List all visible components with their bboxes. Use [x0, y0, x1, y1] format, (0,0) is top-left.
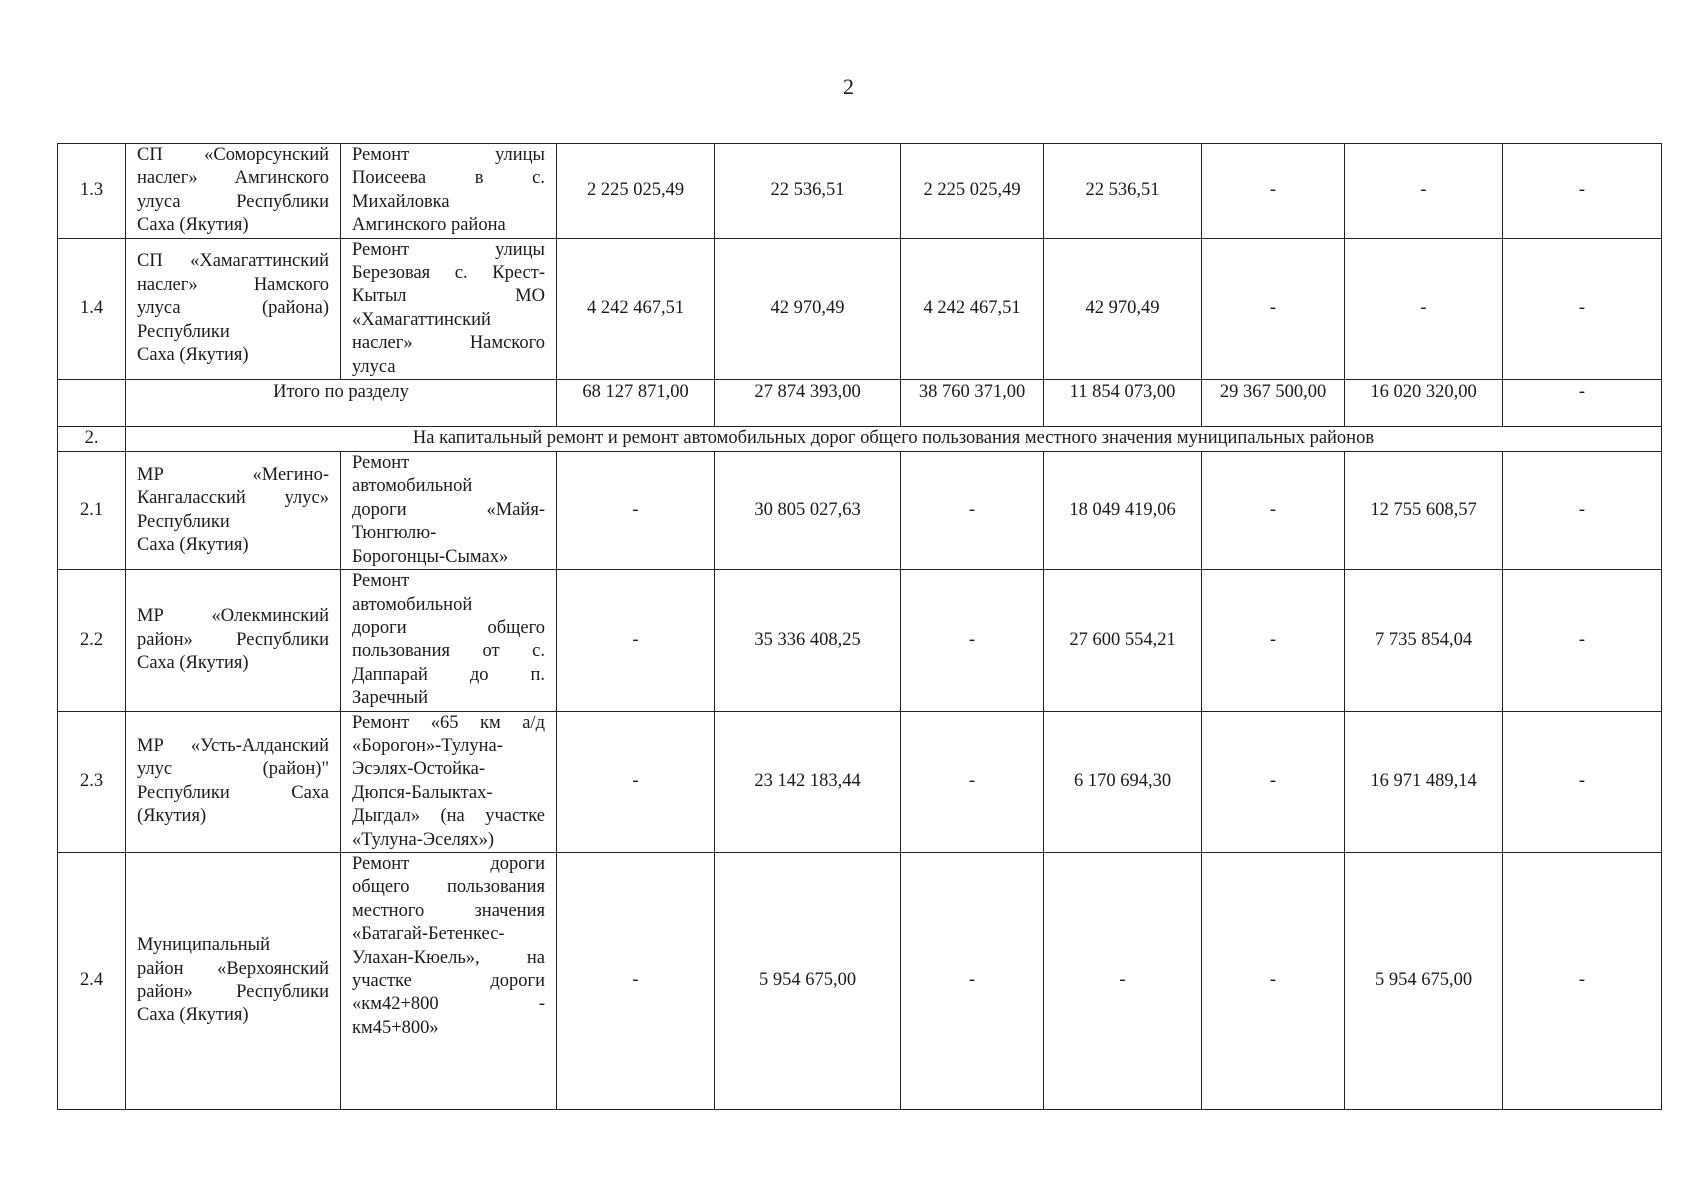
object-cell-line: Улахан-Кюель», на — [352, 947, 545, 968]
object-cell-line: Ремонт улицы — [352, 145, 545, 165]
object-cell — [341, 238, 557, 379]
object-cell — [341, 852, 557, 1109]
value-cell-v5: - — [1202, 711, 1345, 852]
value-cell-v6: 7 735 854,04 — [1345, 570, 1503, 711]
recipient-cell-line: район «Верхоянский — [137, 958, 329, 979]
recipient-cell-line: Муниципальный — [137, 935, 271, 956]
object-cell-line: пользования от с. — [352, 641, 545, 662]
value-cell-v2: 42 970,49 — [715, 238, 901, 379]
table-row — [58, 144, 1662, 239]
value-cell-v7: - — [1503, 238, 1662, 379]
value-cell-v3: 4 242 467,51 — [901, 238, 1044, 379]
object-cell-line: «Тулуна-Эселях») — [352, 829, 495, 850]
object-cell-line: Ремонт улицы — [352, 239, 545, 260]
recipient-cell-line: Кангаласский улус» — [137, 488, 329, 509]
total-row — [58, 380, 1662, 427]
recipient-cell-line: улуса (района) — [137, 298, 329, 319]
total-value-v1: 68 127 871,00 — [557, 380, 715, 427]
value-cell-v4: 27 600 554,21 — [1044, 570, 1202, 711]
total-value-v5: 29 367 500,00 — [1202, 380, 1345, 427]
object-cell-line: «Хамагаттинский — [352, 309, 491, 330]
value-cell-v3: 2 225 025,49 — [901, 144, 1044, 239]
object-cell-line: Даппарай до п. — [352, 664, 545, 685]
total-value-v4: 11 854 073,00 — [1044, 380, 1202, 427]
page-number: 2 — [843, 74, 854, 99]
value-cell-v3: - — [901, 570, 1044, 711]
object-cell-line: Амгинского района — [352, 215, 506, 236]
value-cell-v3: - — [901, 452, 1044, 570]
table-row — [58, 711, 1662, 852]
recipient-cell-line: наслег» Намского — [137, 274, 329, 295]
object-cell-line: км45+800» — [352, 1017, 439, 1038]
object-cell-line: Михайловка — [352, 191, 450, 212]
recipient-cell — [126, 852, 341, 1109]
value-cell-v2: 5 954 675,00 — [715, 852, 901, 1109]
section-title: На капитальный ремонт и ремонт автомобильных дорог общего пользования местного значения муниципальных районов — [126, 427, 1662, 452]
object-cell — [341, 570, 557, 711]
value-cell-v2: 30 805 027,63 — [715, 452, 901, 570]
row-number: 2.2 — [58, 570, 126, 711]
object-cell — [341, 711, 557, 852]
recipient-cell-line: Саха (Якутия) — [137, 215, 249, 236]
recipient-cell-line: МР «Усть-Алданский — [137, 735, 329, 756]
object-cell-line: Поисеева в с. — [352, 168, 545, 189]
object-cell-line: Дюпся-Балыктах- — [352, 782, 493, 803]
object-cell-line: общего пользования — [352, 877, 545, 898]
value-cell-v4: 42 970,49 — [1044, 238, 1202, 379]
table-row — [58, 238, 1662, 379]
object-cell-line: дороги «Майя- — [352, 499, 545, 520]
row-number: 2.4 — [58, 852, 126, 1109]
recipient-cell-line: (Якутия) — [137, 806, 207, 827]
table-body — [58, 144, 1662, 1110]
value-cell-v4: - — [1044, 852, 1202, 1109]
object-cell-line: Тюнгюлю- — [352, 523, 437, 544]
object-cell-line: Ремонт дороги — [352, 853, 545, 874]
section-header-row — [58, 427, 1662, 452]
value-cell-v4: 18 049 419,06 — [1044, 452, 1202, 570]
value-cell-v4: 22 536,51 — [1044, 144, 1202, 239]
value-cell-v6: 5 954 675,00 — [1345, 852, 1503, 1109]
value-cell-v1: 4 242 467,51 — [557, 238, 715, 379]
object-cell-line: Ремонт — [352, 453, 410, 474]
recipient-cell-line: район» Республики — [137, 629, 329, 650]
funding-table — [57, 143, 1662, 1110]
object-cell-line: Березовая с. Крест- — [352, 263, 545, 284]
recipient-cell — [126, 570, 341, 711]
value-cell-v7: - — [1503, 570, 1662, 711]
object-cell-line: Дыгдал» (на участке — [352, 806, 545, 827]
table-row — [58, 852, 1662, 1109]
object-cell-line: «Борогон»-Тулуна- — [352, 735, 503, 756]
value-cell-v1: - — [557, 452, 715, 570]
total-value-v7: - — [1503, 380, 1662, 427]
row-number: 1.3 — [58, 144, 126, 239]
recipient-cell-line: МР «Олекминский — [137, 606, 329, 627]
value-cell-v5: - — [1202, 570, 1345, 711]
value-cell-v5: - — [1202, 144, 1345, 239]
value-cell-v7: - — [1503, 452, 1662, 570]
value-cell-v5: - — [1202, 452, 1345, 570]
object-cell-line: Ремонт «65 км а/д — [352, 712, 545, 733]
row-number: 1.4 — [58, 238, 126, 379]
recipient-cell-line: Республики — [137, 321, 230, 342]
value-cell-v7: - — [1503, 852, 1662, 1109]
table-row — [58, 452, 1662, 570]
row-number: 2.3 — [58, 711, 126, 852]
object-cell-line: улуса — [352, 356, 396, 377]
object-cell-line: Ремонт — [352, 571, 410, 592]
total-value-v6: 16 020 320,00 — [1345, 380, 1503, 427]
object-cell-line: участке дороги — [352, 971, 545, 991]
value-cell-v6: 16 971 489,14 — [1345, 711, 1503, 852]
table-row — [58, 570, 1662, 711]
object-cell-line: «Батагай-Бетенкес- — [352, 924, 505, 945]
recipient-cell-line: МР «Мегино- — [137, 464, 329, 485]
recipient-cell — [126, 144, 341, 239]
recipient-cell-line: Саха (Якутия) — [137, 344, 249, 365]
value-cell-v1: - — [557, 711, 715, 852]
value-cell-v7: - — [1503, 711, 1662, 852]
recipient-cell-line: Республики Саха — [137, 782, 329, 803]
value-cell-v4: 6 170 694,30 — [1044, 711, 1202, 852]
value-cell-v3: - — [901, 852, 1044, 1109]
object-cell-line: автомобильной — [352, 594, 473, 615]
value-cell-v2: 22 536,51 — [715, 144, 901, 239]
recipient-cell — [126, 238, 341, 379]
value-cell-v1: - — [557, 570, 715, 711]
value-cell-v1: - — [557, 852, 715, 1109]
recipient-cell-line: Республики — [137, 511, 230, 532]
object-cell — [341, 144, 557, 239]
recipient-cell-line: Саха (Якутия) — [137, 653, 249, 674]
object-cell-line: местного значения — [352, 900, 545, 921]
total-value-v2: 27 874 393,00 — [715, 380, 901, 427]
object-cell — [341, 452, 557, 570]
object-cell-line: дороги общего — [352, 617, 545, 638]
value-cell-v5: - — [1202, 238, 1345, 379]
object-cell-line: автомобильной — [352, 476, 473, 497]
recipient-cell-line: СП «Хамагаттинский — [137, 251, 329, 272]
value-cell-v2: 35 336 408,25 — [715, 570, 901, 711]
object-cell-line: Борогонцы-Сымах» — [352, 546, 509, 567]
object-cell-line: «км42+800 - — [352, 994, 545, 1015]
total-value-v3: 38 760 371,00 — [901, 380, 1044, 427]
recipient-cell-line: Саха (Якутия) — [137, 534, 249, 555]
object-cell-line: Кытыл МО — [352, 286, 545, 307]
value-cell-v6: - — [1345, 238, 1503, 379]
recipient-cell-line: Саха (Якутия) — [137, 1005, 249, 1026]
total-empty-cell — [58, 380, 126, 427]
total-label: Итого по разделу — [126, 380, 557, 427]
row-number: 2.1 — [58, 452, 126, 570]
value-cell-v5: - — [1202, 852, 1345, 1109]
section-number: 2. — [58, 427, 126, 452]
recipient-cell — [126, 452, 341, 570]
object-cell-line: Заречный — [352, 688, 429, 709]
recipient-cell-line: улус (район)" — [137, 759, 329, 780]
value-cell-v6: - — [1345, 144, 1503, 239]
recipient-cell-line: улуса Республики — [137, 191, 329, 212]
value-cell-v7: - — [1503, 144, 1662, 239]
value-cell-v1: 2 225 025,49 — [557, 144, 715, 239]
recipient-cell — [126, 711, 341, 852]
value-cell-v3: - — [901, 711, 1044, 852]
recipient-cell-line: наслег» Амгинского — [137, 168, 329, 189]
object-cell-line: наслег» Намского — [352, 333, 545, 354]
value-cell-v2: 23 142 183,44 — [715, 711, 901, 852]
object-cell-line: Эсэлях-Остойка- — [352, 759, 486, 780]
recipient-cell-line: СП «Соморсунский — [137, 145, 329, 165]
recipient-cell-line: район» Республики — [137, 981, 329, 1002]
value-cell-v6: 12 755 608,57 — [1345, 452, 1503, 570]
